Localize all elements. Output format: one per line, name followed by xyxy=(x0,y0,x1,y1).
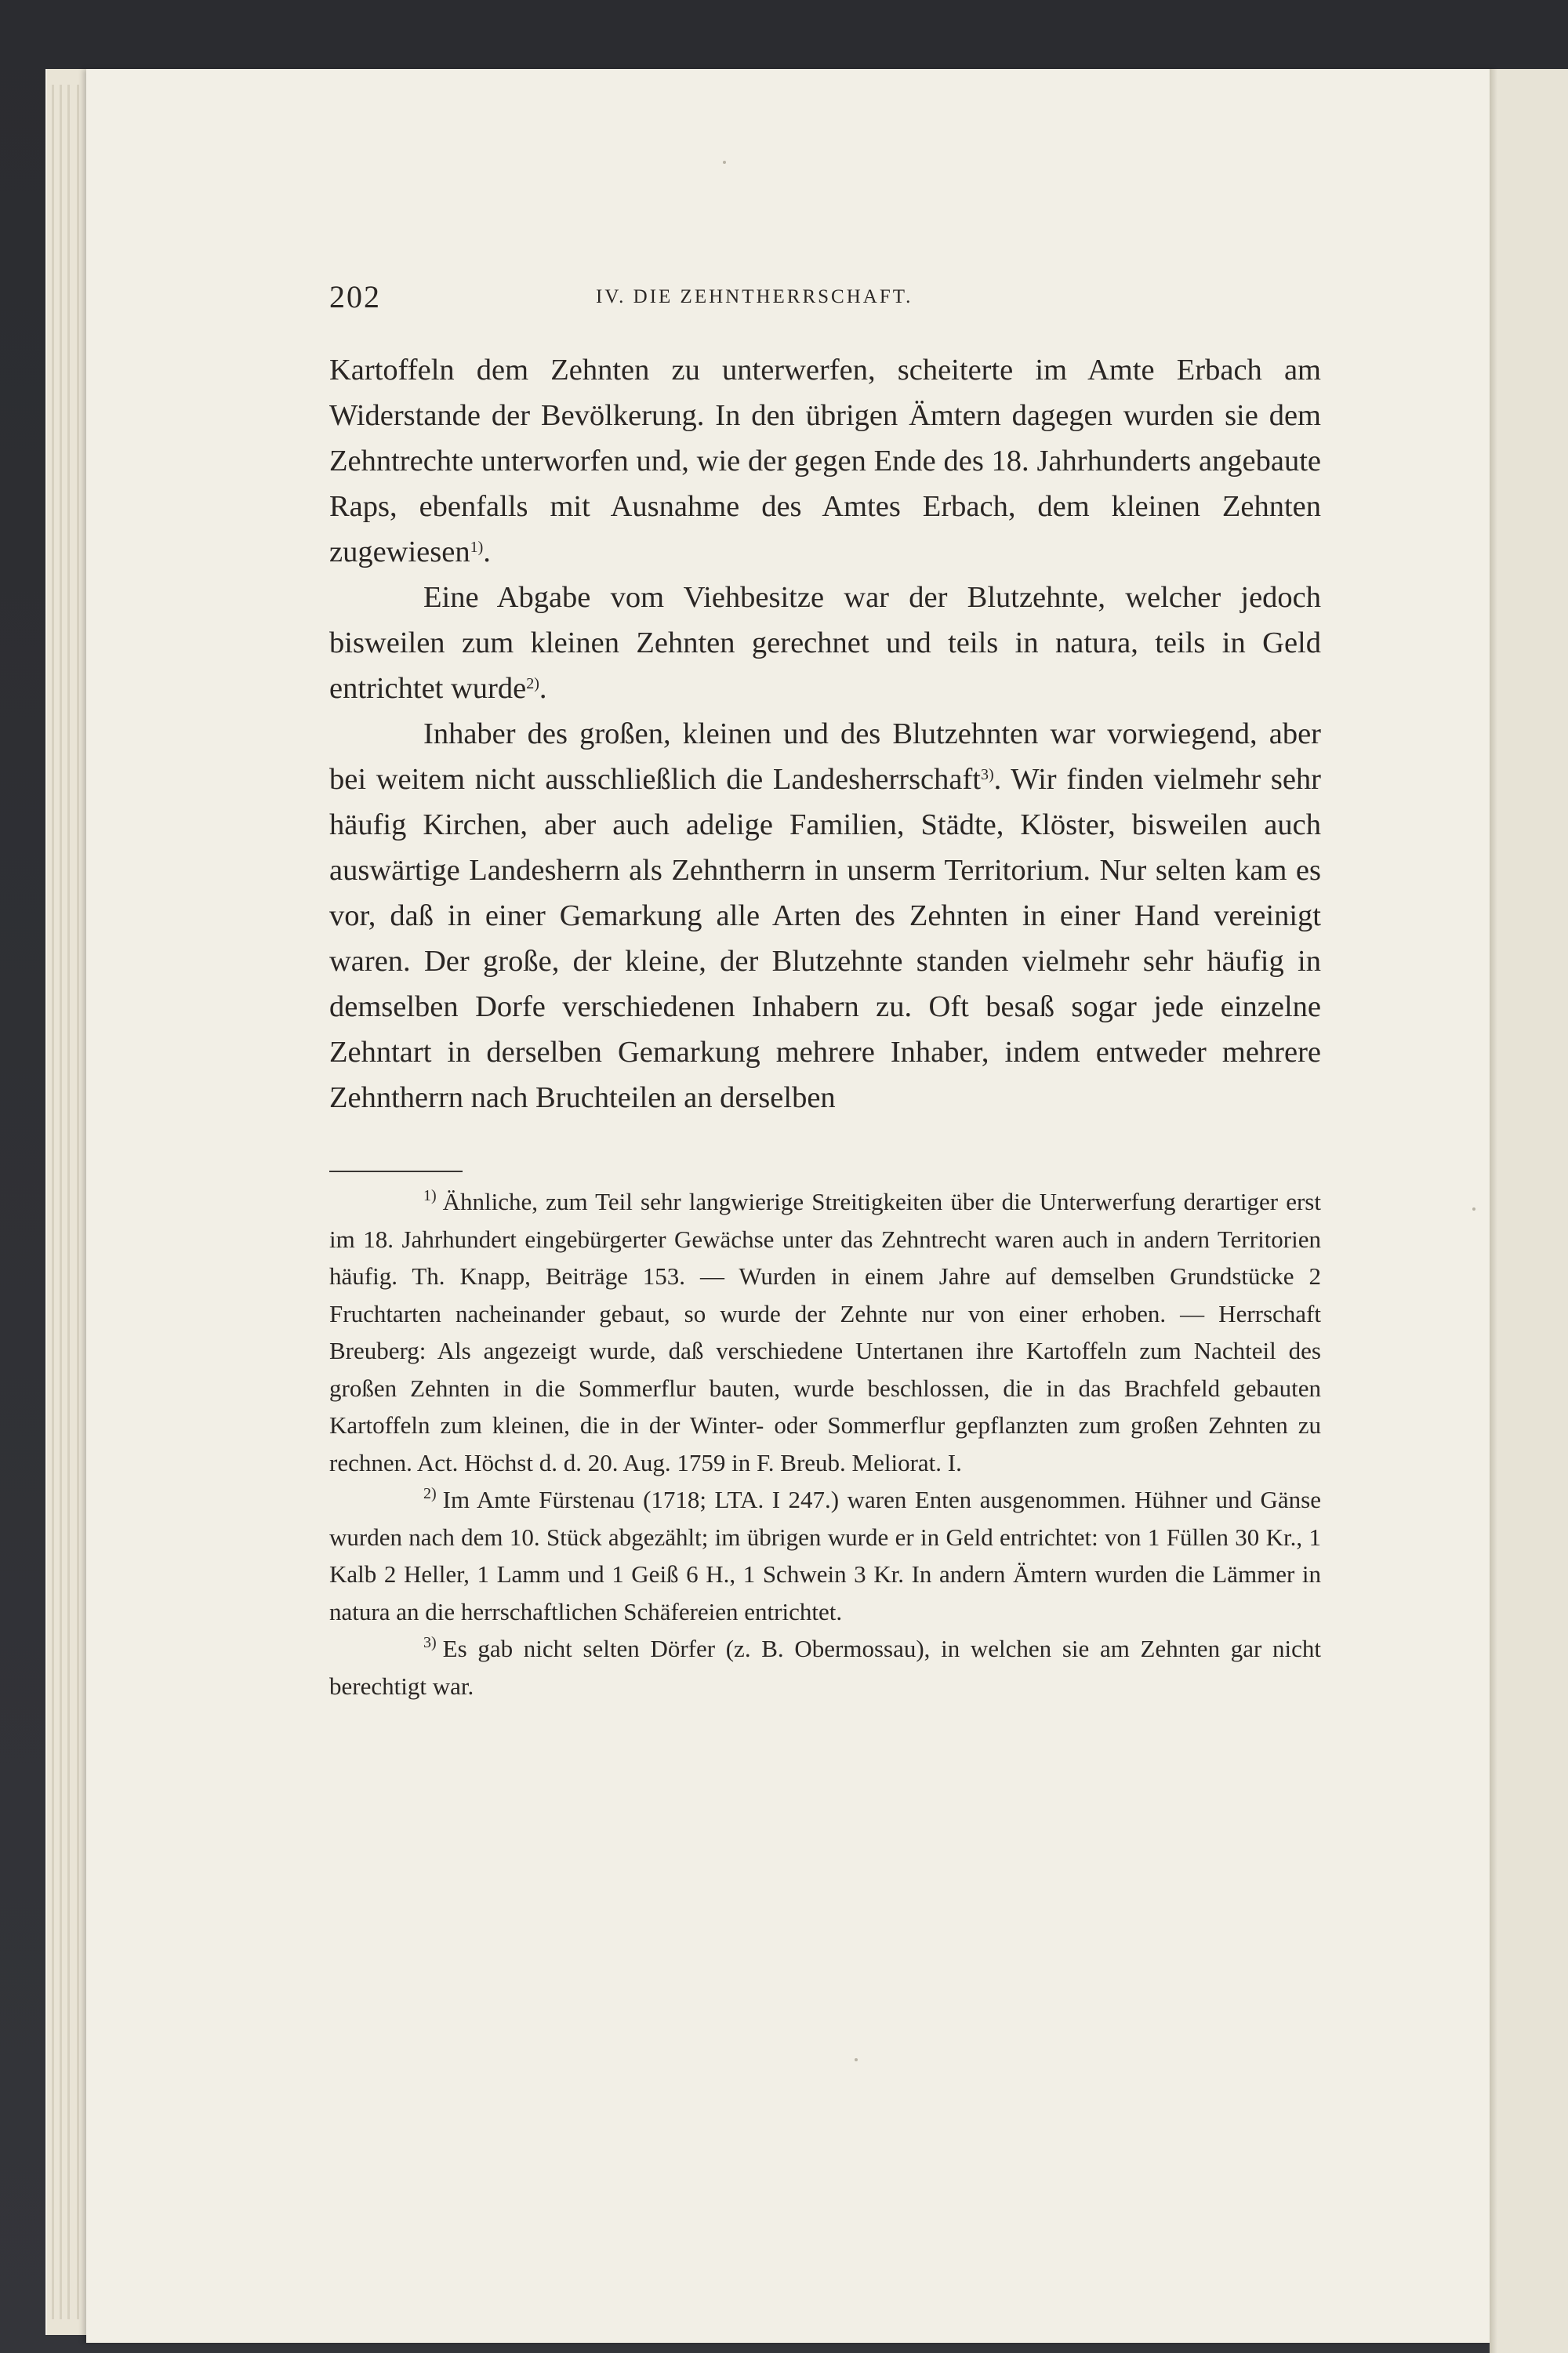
footnote-2 xyxy=(329,1481,1321,1630)
footnote-text: Ähnliche, zum Teil sehr langwierige Streitigkeiten über die Unterwerfung derartiger erst im 18. Jahrhundert eingebürgerter Gewächse unter das Zehntrecht waren auch in andern Territorien häufig. Th. Knapp, Beiträge 153. — Wurden in einem Jahre auf demselben Grundstücke 2 Fruchtarten nacheinander gebaut, so wurde der Zehnte nur von einer erhoben. — Herrschaft Breuberg: Als angezeigt wurde, daß verschiedene Untertanen ihre Kartoffeln zum Nachteil des großen Zehnten in die Sommerflur bauten, wurde beschlossen, die in das Brachfeld gebauten Kartoffeln zum kleinen, die in der Winter- oder Sommerflur gepflanzten zum großen Zehnten zu rechnen. Act. Höchst d. d. 20. Aug. 1759 in F. Breub. Meliorat. I. xyxy=(329,1188,1321,1476)
footnote-divider xyxy=(329,1171,463,1172)
page-edge xyxy=(52,85,54,2319)
paper-speck xyxy=(1472,1207,1475,1211)
paragraph-3-continuation: . Wir finden vielmehr sehr häufig Kirchen, aber auch adelige Familien, Städte, Klöster, bisweilen auch auswärtige Landesherrn als Zehntherrn in unserm Territorium. Nur selten kam es vor, daß in einer Gemarkung alle Arten des Zehnten in einer Hand vereinigt waren. Der große, der kleine, der Blutzehnte standen vielmehr sehr häufig in demselben Dorfe verschiedenen Inhabern zu. Oft besaß sogar jede einzelne Zehntart in derselben Gemarkung mehrere Inhaber, indem entweder mehrere Zehntherrn nach Bruchteilen an derselben xyxy=(329,763,1321,1114)
footnote-mark: 1) xyxy=(423,1187,437,1204)
paragraph-1 xyxy=(329,347,1321,575)
running-head xyxy=(329,278,1321,325)
footnote-text: Im Amte Fürstenau (1718; LTA. I 247.) waren Enten ausgenommen. Hühner und Gänse wurden nach dem 10. Stück abgezählt; im übrigen wurde er in Geld entrichtet: von 1 Füllen 30 Kr., 1 Kalb 2 Heller, 1 Lamm und 1 Geiß 6 H., 1 Schwein 3 Kr. In andern Ämtern wurden die Lämmer in natura an die herrschaftlichen Schäfereien entrichtet. xyxy=(329,1486,1321,1625)
page-number: 202 xyxy=(329,279,381,314)
gutter-shadow xyxy=(1490,69,1497,2353)
paper-speck xyxy=(723,161,726,164)
body-text xyxy=(329,347,1321,1120)
footnote-ref-3: 3) xyxy=(981,766,994,783)
footnotes xyxy=(329,1183,1321,1705)
footnote-3 xyxy=(329,1630,1321,1705)
paragraph-1-end: . xyxy=(483,536,491,568)
paragraph-2-text: Eine Abgabe vom Viehbesitze war der Blutzehnte, welcher jedoch bisweilen zum kleinen Zehnten gerechnet und teils in natura, teils in Geld entrichtet wurde xyxy=(329,581,1321,705)
footnote-mark: 2) xyxy=(423,1485,437,1502)
paper-speck xyxy=(855,2058,858,2061)
facing-page-edge xyxy=(1490,69,1568,2353)
footnote-ref-1: 1) xyxy=(470,539,484,556)
page-edge xyxy=(60,85,62,2319)
paragraph-3-text: Inhaber des großen, kleinen und des Blutzehnten war vorwiegend, aber bei weitem nicht ausschließlich die Landesherrschaft xyxy=(329,717,1321,796)
page-content xyxy=(329,278,1321,1705)
paragraph-1-text: Kartoffeln dem Zehnten zu unterwerfen, scheiterte im Amte Erbach am Widerstande der Bevölkerung. In den übrigen Ämtern dagegen wurden sie dem Zehntrechte unterworfen und, wie der gegen Ende des 18. Jahrhunderts angebaute Raps, ebenfalls mit Ausnahme des Amtes Erbach, dem kleinen Zehnten zugewiesen xyxy=(329,354,1321,568)
paragraph-3 xyxy=(329,711,1321,1120)
footnote-text: Es gab nicht selten Dörfer (z. B. Obermossau), in welchen sie am Zehnten gar nicht berechtigt war. xyxy=(329,1635,1321,1700)
page-edge xyxy=(67,85,70,2319)
page-edge xyxy=(77,85,79,2319)
footnote-1 xyxy=(329,1183,1321,1481)
section-title: IV. DIE ZEHNTHERRSCHAFT. xyxy=(596,286,913,307)
paragraph-2 xyxy=(329,575,1321,711)
paragraph-2-end: . xyxy=(539,672,547,705)
footnote-mark: 3) xyxy=(423,1634,437,1651)
footnote-ref-2: 2) xyxy=(526,675,539,692)
